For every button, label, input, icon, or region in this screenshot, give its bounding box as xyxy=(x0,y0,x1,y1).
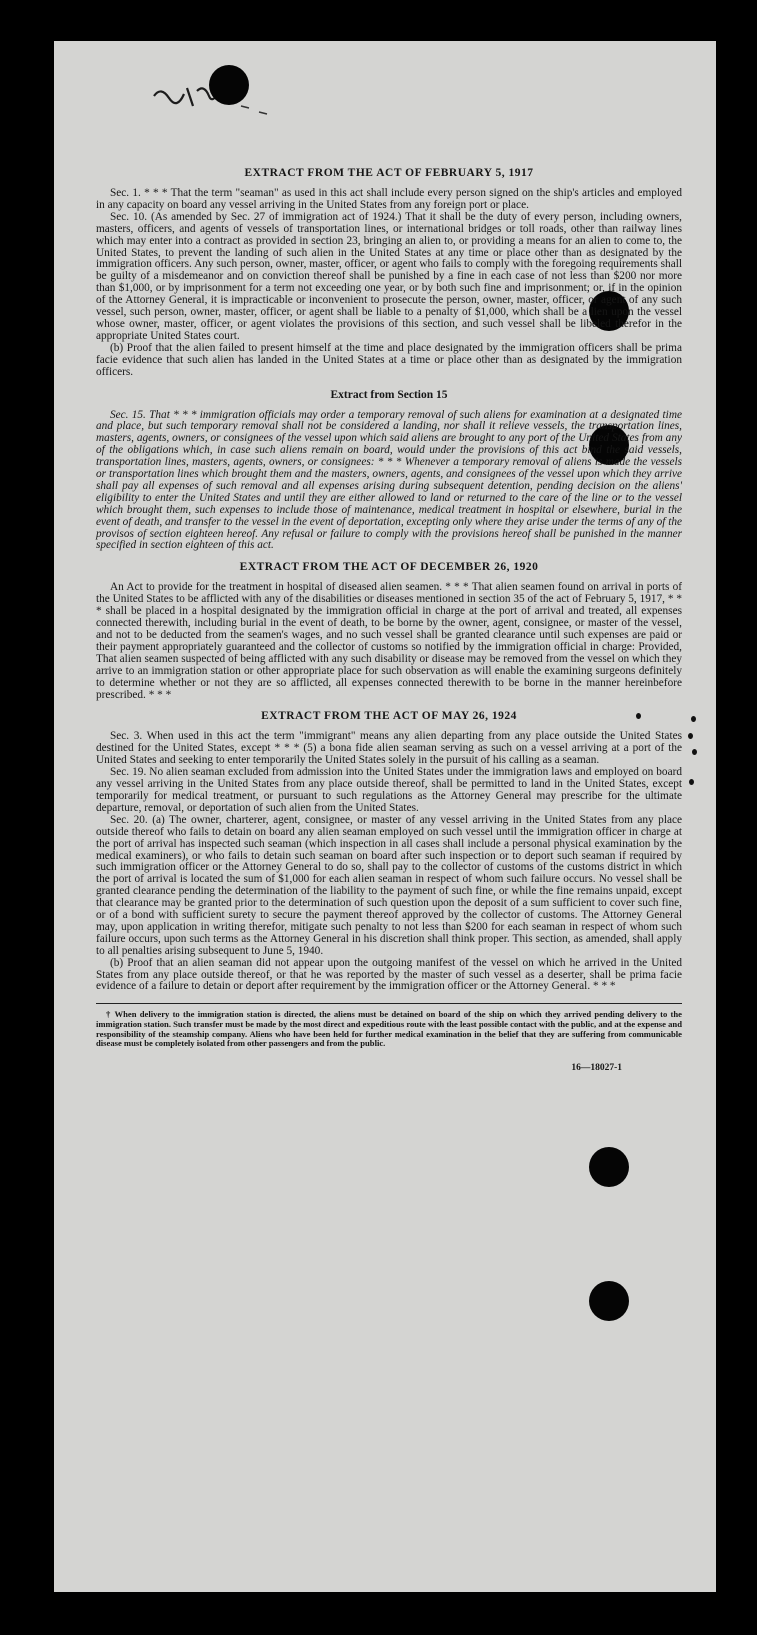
paragraph-1924-sec20b: (b) Proof that an alien seaman did not appear upon the outgoing manifest of the vessel on which he arrived in the United States from any place outside thereof, or that he was reported by the master of such vessel as a deserter, shall be prima facie evidence of a failure to detain or deport after requirement by the immigration officer or the Attorney General. * * * xyxy=(96,956,682,993)
paragraph-sec15: Sec. 15. That * * * immigration officials may order a temporary removal of such aliens for examination at a designated time and place, but such temporary removal shall not be considered a landing, nor shall it relieve vessels, the transportation lines, masters, agents, owners, or consignees of the vessel upon which said aliens are brought to any port of the United States from any of the obligations which, in case such aliens remain on board, would under the provisions of this act bind the said vessels, transportation lines, masters, agents, owners, or consignees: * * * Whenever a temporary removal of aliens is made the vessels or transportation lines which brought them and the masters, owners, agents, and consignees of the vessel upon which they arrive shall pay all expenses of such removal and all expenses arising during subsequent detention, pending decision on the aliens' eligibility to enter the United States and until they are either allowed to land or returned to the care of the line or to the vessel which brought them, such expenses to include those of maintenance, medical treatment in hospital or elsewhere, burial in the event of death, and transfer to the vessel in the event of deportation, excepting only where they arise under the terms of any of the provisos of section eighteen hereof. Any refusal or failure to comply with the provisions hereof shall be punished in the manner specified in section eighteen of this act. xyxy=(96,408,682,552)
paragraph-1924-sec20: Sec. 20. (a) The owner, charterer, agent, consignee, or master of any vessel arriving in the United States from any place outside thereof who fails to detain on board any alien seaman employed on such vessel until the immigration officer in charge at the port of arrival has inspected such seaman (which inspection in all cases shall include a personal physical examination by the medical examiners), or who fails to detain such seaman on board after such inspection or to deport such seaman if required by such immigration officer or the Attorney General to do so, shall pay to the collector of customs of the customs district in which the port of arrival is located the sum of $1,000 for each alien seaman in respect of whom such failure occurs. No vessel shall be granted clearance pending the determination of the liability to the payment of such fine, or while the fine remains unpaid, except that clearance may be granted prior to the determination of such question upon the deposit of a sum sufficient to cover such fine, or of a bond with sufficient surety to secure the payment thereof approved by the collector of customs. The Attorney General may, upon application in writing therefor, mitigate such penalty to not less than $200 for each seaman in respect of whom such failure occurs, upon such terms as the Attorney General in his discretion shall think proper. This section, as amended, shall apply to all penalties arising subsequent to June 5, 1940. xyxy=(96,813,682,957)
heading-act-1920: EXTRACT FROM THE ACT OF DECEMBER 26, 1920 xyxy=(239,561,539,574)
margin-mark xyxy=(689,779,694,785)
margin-mark xyxy=(688,733,693,739)
divider xyxy=(96,1003,682,1004)
form-number: 16—18027-1 xyxy=(571,1062,622,1073)
paragraph-1924-sec3: Sec. 3. When used in this act the term "immigrant" means any alien departing from any place outside the United States destined for the United States, except * * * (5) a bona fide alien seaman serving as such on a vessel arriving at a port of the United States and seeking to enter temporarily the United States solely in the pursuit of his calling as a seaman. xyxy=(96,730,682,767)
heading-act-1924: EXTRACT FROM THE ACT OF MAY 26, 1924 xyxy=(261,710,517,723)
punch-hole-right-4 xyxy=(589,1281,629,1321)
paragraph-1920: An Act to provide for the treatment in hospital of diseased alien seamen. * * * That alien seamen found on arrival in ports of the United States to be afflicted with any of the disabilities or diseases mentioned in section 35 of the act of February 5, 1917, * * * shall be placed in a hospital designated by the immigration official in charge at the port of arrival and treated, all expenses connected therewith, including burial in the event of death, to be borne by the owner, agent, consignee, or master of the vessel, and not to be deducted from the seamen's wages, and no such vessel shall be granted clearance until such expenses are paid or their payment appropriately guaranteed and the collector of customs so notified by the immigration official in charge: Provided, That alien seamen suspected of being afflicted with any such disability or disease may be removed from the vessel on which they arrive to an immigration station or other appropriate place for such observation as will enable the examining surgeons definitely to determine whether or not they are so afflicted, all expenses connected therewith to be borne in the manner hereinbefore prescribed. * * * xyxy=(96,581,682,701)
punch-hole-top xyxy=(209,65,249,105)
paragraph-1917-sec1: Sec. 1. * * * That the term "seaman" as used in this act shall include every person signed on the ship's articles and employed in any capacity on board any vessel arriving in the United States from any foreign port or place. xyxy=(96,187,682,211)
margin-mark xyxy=(691,716,696,722)
paragraph-1924-sec19: Sec. 19. No alien seaman excluded from admission into the United States under the immigration laws and employed on board any vessel arriving in the United States from any place outside thereof, shall be permitted to land in the United States, except temporarily for medical treatment, or pursuant to such regulations as the Attorney General may prescribe for the ultimate departure, removal, or deportation of such alien from the United States. xyxy=(96,766,682,814)
punch-hole-right-3 xyxy=(589,1147,629,1187)
subheading-section-15: Extract from Section 15 xyxy=(330,388,448,401)
margin-mark xyxy=(692,749,697,755)
paragraph-1917-sec10: Sec. 10. (As amended by Sec. 27 of immigration act of 1924.) That it shall be the duty of every person, including owners, masters, officers, and agents of vessels of transportation lines, or international bridges or toll roads, other than railway lines which may enter into a contract as provided in section 23, bringing an alien to, or providing a means for an alien to come to, the United States, to prevent the landing of such alien in the United States at any time or place other than as designated by the immigration officers. Any such person, owner, master, officer, or agent who fails to comply with the foregoing requirements shall be guilty of a misdemeanor and on conviction thereof shall be punished by a fine in each case of not less than $200 nor more than $1,000, or by imprisonment for a term not exceeding one year, or by both such fine and imprisonment; or, if in the opinion of the Attorney General, it is impracticable or inconvenient to prosecute the person, owner, master, officer, or agent of any such vessel, such person, owner, master, officer, or agent shall be liable to a penalty of $1,000, which shall be a lien upon the vessel whose owner, master, officer, or agent violates the provisions of this section, and such vessel shall be libeled therefor in the appropriate United States court. xyxy=(96,210,682,342)
paragraph-1917-sec10b: (b) Proof that the alien failed to present himself at the time and place designated by the immigration officers shall be prima facie evidence that such alien has landed in the United States at a time or place other than as designated by the immigration officers. xyxy=(96,341,682,378)
footnote: † When delivery to the immigration station is directed, the aliens must be detained on board of the ship on which they arrived pending delivery to the immigration station. Such transfer must be made by the most direct and expeditious route with the least possible contact with the public, and at the expense and responsibility of the steamship company. Aliens who have been held for further medical examination in the belief that they are suffering from communicable disease must be completely isolated from other passengers and from the public. xyxy=(96,1009,682,1049)
document-body xyxy=(96,167,682,1073)
document-page xyxy=(54,41,716,1592)
heading-act-1917: EXTRACT FROM THE ACT OF FEBRUARY 5, 1917 xyxy=(244,167,534,179)
